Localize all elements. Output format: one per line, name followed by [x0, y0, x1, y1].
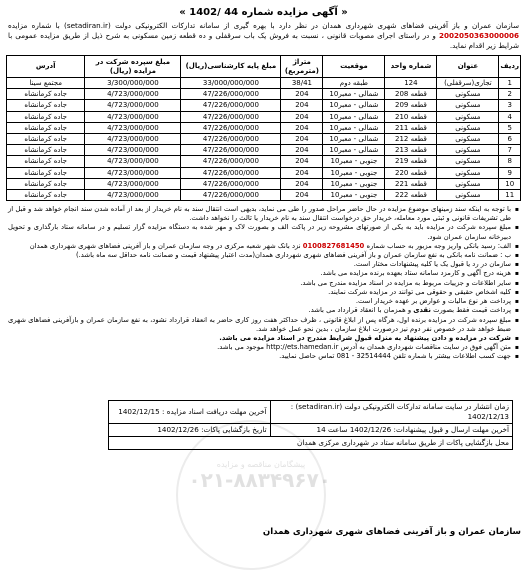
- terms-list: [8, 205, 519, 361]
- properties-table: [6, 55, 521, 201]
- term-item: [8, 343, 519, 352]
- table-row: [7, 189, 521, 200]
- cell-row: 2: [499, 89, 521, 100]
- cell-base-price: 47/226/000/000: [181, 189, 281, 200]
- payment-type: نقدی: [413, 306, 431, 315]
- cell-title: مسکونی: [437, 111, 499, 122]
- cell-row: 8: [499, 156, 521, 167]
- cell-deposit: 4/723/000/000: [85, 122, 181, 133]
- col-address: آدرس: [7, 56, 85, 78]
- col-title: عنوان: [437, 56, 499, 78]
- cell-location: شمالی - معبر10: [323, 111, 385, 122]
- table-header-row: [7, 56, 521, 78]
- cell-location: جنوبی - معبر10: [323, 156, 385, 167]
- cell-location: طبقه دوم: [323, 78, 385, 89]
- table-row: [7, 167, 521, 178]
- term-item: ▪ مبلغ سپرده شرکت در مزایده برنده اول، هرگاه پس از ابلاغ قانونی ، ظرف حداکثر هفت روز کاری حاضر به انعقاد قرارداد نشود، به نفع سازمان عمران و بازآفرینی فضاهای شهری ضبط خواهد شد در خصوص نفر دوم نیز درصورت ابلاغ سازمان ، بدین نحو عمل خواهد شد.: [8, 316, 519, 334]
- cell-title: مسکونی: [437, 122, 499, 133]
- term-item: ▪ شرکت در مزایده و دادن پیشنهاد به منزله قبول شرایط مندرج در اسناد مزایده می باشد.: [8, 334, 519, 343]
- table-row: [7, 89, 521, 100]
- cell-row: 3: [499, 100, 521, 111]
- term-item: ▪ پرداخت هر نوع مالیات و عوارض بر عهده خریدار است.: [8, 297, 519, 306]
- cell-title: مسکونی: [437, 178, 499, 189]
- cell-unit: قطعه 212: [385, 133, 437, 144]
- cell-address: جاده کرمانشاه: [7, 122, 85, 133]
- cell-title: تجاری(سرقفلی): [437, 78, 499, 89]
- cell-title: مسکونی: [437, 145, 499, 156]
- term-item: ▪ کلیه اشخاص حقیقی و حقوقی می توانند در مزایده شرکت نمایند.: [8, 288, 519, 297]
- term-text: نزد بانک شهر شعبه مرکزی در وجه سازمان عمران و باز آفرینی فضاهای شهری شهرداری همدان: [29, 241, 301, 250]
- cell-row: 6: [499, 133, 521, 144]
- cell-row: 5: [499, 122, 521, 133]
- cell-row: 1: [499, 78, 521, 89]
- publish-date: زمان انتشار در سایت سامانه تدارکات الکترونیکی دولت (setadiran.ir) : 1402/12/13: [270, 401, 512, 424]
- table-row: [7, 111, 521, 122]
- schedule-row: [109, 437, 513, 450]
- cell-deposit: 4/723/000/000: [85, 156, 181, 167]
- cell-row: 11: [499, 189, 521, 200]
- cell-deposit: 4/723/000/000: [85, 145, 181, 156]
- cell-unit: قطعه 213: [385, 145, 437, 156]
- col-unit: شماره واحد: [385, 56, 437, 78]
- cell-location: جنوبی - معبر10: [323, 189, 385, 200]
- watermark-text: [188, 460, 331, 493]
- tender-site-link[interactable]: http://ets.hamedan.ir: [266, 343, 339, 352]
- cell-address: جاده کرمانشاه: [7, 100, 85, 111]
- cell-unit: قطعه 211: [385, 122, 437, 133]
- table-row: [7, 133, 521, 144]
- cell-deposit: 4/723/000/000: [85, 189, 181, 200]
- term-item: ▪ سایر اطلاعات و جزییات مربوط به مزایده در اسناد مزایده مندرج می باشد.: [8, 279, 519, 288]
- cell-row: 9: [499, 167, 521, 178]
- table-row: [7, 78, 521, 89]
- cell-area: 204: [281, 133, 323, 144]
- cell-title: مسکونی: [437, 189, 499, 200]
- cell-area: 204: [281, 100, 323, 111]
- cell-address: جاده کرمانشاه: [7, 89, 85, 100]
- cell-location: جنوبی - معبر10: [323, 167, 385, 178]
- cell-base-price: 47/226/000/000: [181, 100, 281, 111]
- cell-deposit: 4/723/000/000: [85, 100, 181, 111]
- cell-address: جاده کرمانشاه: [7, 111, 85, 122]
- cell-location: شمالی - معبر10: [323, 89, 385, 100]
- term-item: ▪ هزینه درج آگهی و کارمزد سامانه ستاد بعهده برنده مزایده می باشد.: [8, 269, 519, 278]
- cell-deposit: 4/723/000/000: [85, 178, 181, 189]
- cell-location: شمالی - معبر10: [323, 145, 385, 156]
- auction-number: 2002050363000006: [438, 31, 519, 40]
- cell-area: 38/41: [281, 78, 323, 89]
- cell-address: جاده کرمانشاه: [7, 178, 85, 189]
- cell-deposit: 4/723/000/000: [85, 167, 181, 178]
- schedule-table: [108, 400, 513, 450]
- bid-deadline: آخرین مهلت ارسال و قبول پیشنهادات: 1402/12/26 ساعت 14: [270, 424, 512, 437]
- watermark-phone: ۰۲۱-۸۸۳۴۹۶۷۰: [188, 468, 331, 493]
- watermark-line-1: پیشگامان مناقصه و مزایده: [216, 460, 306, 470]
- term-item: ▪ سازمان در رد یا قبول یک یا کلیه پیشنهادات مختار است.: [8, 260, 519, 269]
- cell-address: مجتمع سینا: [7, 78, 85, 89]
- cell-base-price: 47/226/000/000: [181, 156, 281, 167]
- table-row: [7, 100, 521, 111]
- term-text: پرداخت قیمت فقط بصورت: [433, 306, 511, 315]
- table-row: [7, 156, 521, 167]
- organization-signature: سازمان عمران و باز آفرینی فضاهای شهری شهرداری همدان: [262, 527, 521, 537]
- cell-base-price: 47/226/000/000: [181, 89, 281, 100]
- term-text: و همزمان با انعقاد قرارداد می باشد.: [308, 306, 412, 315]
- term-text: متن آگهی فوق در سایت مناقصات شهرداری همدان به آدرس: [340, 343, 511, 352]
- cell-unit: قطعه 210: [385, 111, 437, 122]
- intro-paragraph: [6, 21, 521, 51]
- schedule-row: [109, 401, 513, 424]
- term-item: [8, 306, 519, 315]
- term-item: ▪ ب : ضمانت نامه بانکی به نفع سازمان عمران و باز آفرینی فضاهای شهری شهرداری همدان(مدت اعتبار پیشنهاد قیمت و ضمانت نامه حداقل سه ماه باشد.): [8, 251, 519, 260]
- col-location: موقعیت: [323, 56, 385, 78]
- cell-unit: قطعه 219: [385, 156, 437, 167]
- term-item: ▪ مبلغ سپرده شرکت در مزایده باید به یکی از صورتهای مشروحه زیر در پاکت الف و بصورت لاک و مهر شده به دستگاه مزایده گزار تسلیم و در سامانه ستاد بارگذاری و تحویل دبیرخانه سازمان عمران شود.: [8, 223, 519, 241]
- bank-account-number: 0100827681450: [302, 241, 365, 250]
- schedule-row: [109, 424, 513, 437]
- cell-area: 204: [281, 178, 323, 189]
- cell-base-price: 33/000/000/000: [181, 78, 281, 89]
- cell-address: جاده کرمانشاه: [7, 145, 85, 156]
- cell-base-price: 47/226/000/000: [181, 133, 281, 144]
- cell-base-price: 47/226/000/000: [181, 111, 281, 122]
- term-item: ▪ جهت کسب اطلاعات بیشتر با شماره تلفن 32514444 - 081 تماس حاصل نمایید.: [8, 352, 519, 361]
- term-text: الف: رسید بانکی واریز وجه مزبور به حساب شماره: [366, 241, 511, 250]
- term-item: ▪ با توجه به اینکه سند زمینهای موضوع مزایده در حال حاضر مراحل صدور را طی می نماید، بدیهی است انتقال سند به نام خریدار از بعد از آماده شدن سند انجام خواهد شد و قبل از طی تشریفات قانونی و ثبتی مورد معامله، خریدار حق درخواست انتقال سند به نام خریدار یا ثالث را نخواهد داشت.: [8, 205, 519, 223]
- table-row: [7, 178, 521, 189]
- intro-text-2: و در راستای اجرای مصوبات قانونی ، نسبت به فروش یک باب سرقفلی و ده قطعه زمین مسکونی به شرح ذیل از طریق مزایده عمومی با شرایط زیر اقدام نماید.: [8, 31, 519, 50]
- table-row: [7, 122, 521, 133]
- cell-address: جاده کرمانشاه: [7, 133, 85, 144]
- col-deposit: مبلغ سپرده شرکت در مزایده (ریال): [85, 56, 181, 78]
- cell-location: شمالی - معبر10: [323, 122, 385, 133]
- cell-unit: قطعه 222: [385, 189, 437, 200]
- cell-address: جاده کرمانشاه: [7, 167, 85, 178]
- cell-address: جاده کرمانشاه: [7, 156, 85, 167]
- document-deadline: آخرین مهلت دریافت اسناد مزایده : 1402/12/15: [109, 401, 271, 424]
- opening-location: محل بازگشایی پاکات از طریق سامانه ستاد در شهرداری مرکزی همدان: [109, 437, 513, 450]
- cell-area: 204: [281, 167, 323, 178]
- cell-address: جاده کرمانشاه: [7, 189, 85, 200]
- cell-unit: قطعه 209: [385, 100, 437, 111]
- cell-area: 204: [281, 111, 323, 122]
- cell-deposit: 4/723/000/000: [85, 111, 181, 122]
- cell-area: 204: [281, 145, 323, 156]
- cell-base-price: 47/226/000/000: [181, 167, 281, 178]
- cell-unit: 124: [385, 78, 437, 89]
- cell-location: شمالی - معبر10: [323, 100, 385, 111]
- cell-deposit: 4/723/000/000: [85, 133, 181, 144]
- cell-deposit: 3/300/000/000: [85, 78, 181, 89]
- cell-title: مسکونی: [437, 167, 499, 178]
- notice-title: « آگهی مزایده شماره 44 /1402 »: [179, 7, 348, 18]
- col-row: ردیف: [499, 56, 521, 78]
- cell-area: 204: [281, 89, 323, 100]
- col-base-price: مبلغ پایه کارشناسی(ریال): [181, 56, 281, 78]
- cell-unit: قطعه 220: [385, 167, 437, 178]
- cell-row: 4: [499, 111, 521, 122]
- cell-location: جنوبی - معبر10: [323, 178, 385, 189]
- cell-unit: قطعه 221: [385, 178, 437, 189]
- cell-row: 7: [499, 145, 521, 156]
- cell-area: 204: [281, 122, 323, 133]
- cell-base-price: 47/226/000/000: [181, 178, 281, 189]
- opening-date: تاریخ بازگشایی پاکات: 1402/12/26: [109, 424, 271, 437]
- cell-base-price: 47/226/000/000: [181, 145, 281, 156]
- term-text: موجود می باشد.: [217, 343, 264, 352]
- cell-deposit: 4/723/000/000: [85, 89, 181, 100]
- cell-title: مسکونی: [437, 133, 499, 144]
- table-row: [7, 145, 521, 156]
- term-item: [8, 242, 519, 251]
- cell-title: مسکونی: [437, 100, 499, 111]
- cell-title: مسکونی: [437, 89, 499, 100]
- cell-area: 204: [281, 156, 323, 167]
- cell-title: مسکونی: [437, 156, 499, 167]
- cell-unit: قطعه 208: [385, 89, 437, 100]
- cell-area: 204: [281, 189, 323, 200]
- cell-location: شمالی - معبر10: [323, 133, 385, 144]
- cell-row: 10: [499, 178, 521, 189]
- intro-text-1: سازمان عمران و باز آفرینی فضاهای شهری شهرداری همدان در نظر دارد با بهره گیری از سامانه تدارکات الکترونیکی دولت (setadiran.ir) با شماره مزایده: [8, 21, 519, 30]
- col-area: متراژ (مترمربع): [281, 56, 323, 78]
- cell-base-price: 47/226/000/000: [181, 122, 281, 133]
